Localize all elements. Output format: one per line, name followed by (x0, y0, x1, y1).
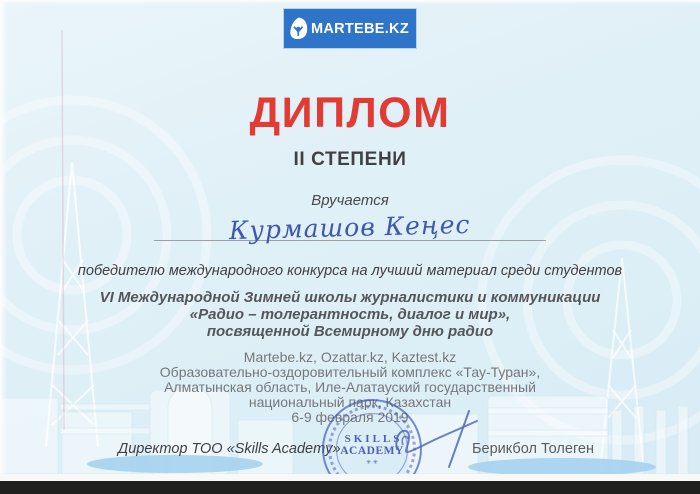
venue-line: национальный парк, Казахстан (248, 394, 452, 410)
stamp-text-line1: SKILLS (344, 432, 403, 445)
venue-line: Образовательно-оздоровительный комплекс «Тау-Туран», (159, 364, 541, 380)
stamp-star-marks: ✳ ✳ (366, 459, 378, 466)
event-description (0, 289, 700, 340)
scan-bottom-band (0, 481, 700, 494)
event-line: «Радио – толерантность, диалог и мир», (189, 306, 511, 323)
scan-margin-strip (0, 474, 700, 481)
venue-line: Алматынская область, Иле-Алатауский государственный (164, 379, 536, 395)
martebe-logo (284, 9, 416, 48)
event-line: посвященной Всемирному дню радио (206, 323, 494, 340)
director-title: Директор ТОО «Skills Academy» (118, 441, 341, 457)
diploma-title: ДИПЛОМ (249, 89, 451, 137)
venue-line: Martebe.kz, Ozattar.kz, Kaztest.kz (243, 349, 457, 365)
recipient-name-handwritten: Курмашов Кеңес (228, 209, 472, 246)
director-name: Берикбол Толеген (472, 441, 594, 457)
presented-label: Вручается (311, 192, 389, 209)
venue-line: 6-9 февраля 2019 (291, 409, 409, 425)
scan-edge-left (0, 0, 7, 481)
degree-subtitle: II СТЕПЕНИ (293, 149, 407, 170)
event-line: VI Международной Зимней школы журналистики и коммуникации (99, 289, 601, 306)
logo-text: MARTEBE.KZ (310, 20, 409, 37)
director-signature (385, 405, 497, 469)
award-description: победителю международного конкурса на лучший материал среди студентов (77, 263, 623, 279)
stamp-text-line2: ACADEMY (340, 444, 404, 457)
leaf-person-icon (289, 12, 309, 45)
scan-edge-top (0, 0, 700, 4)
